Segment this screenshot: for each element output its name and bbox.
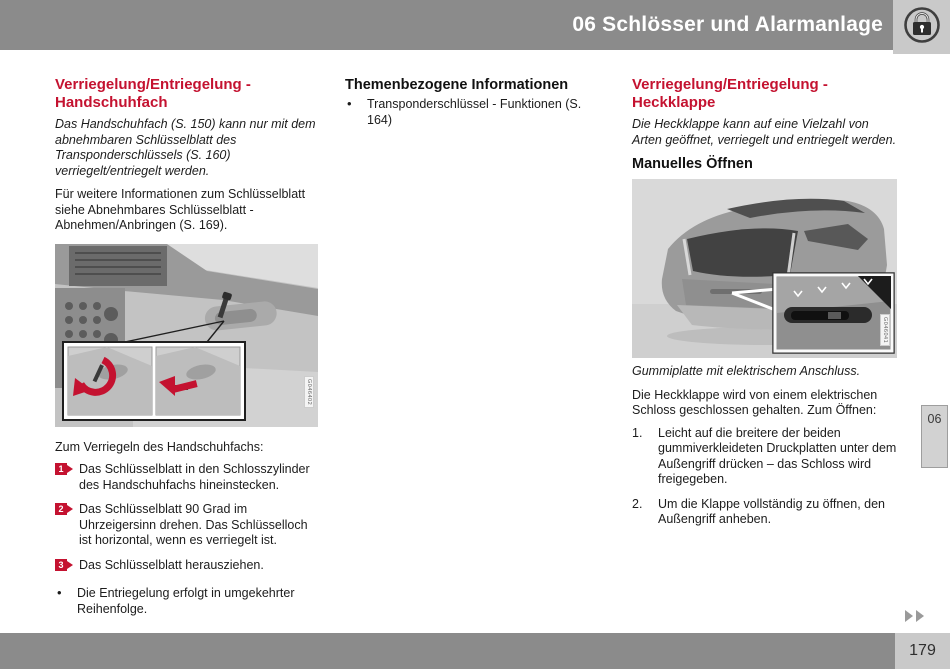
related-info-heading: Themenbezogene Informationen — [345, 77, 569, 93]
glovebox-illustration — [55, 244, 318, 427]
glovebox-list-intro: Zum Verriegeln des Handschuhfachs: — [55, 439, 264, 454]
step-text: Das Schlüsselblatt 90 Grad im Uhrzeigersinn drehen. Das Schlüsselloch ist horizontal, wenn es verriegelt ist. — [79, 502, 308, 547]
next-page-arrows-icon — [903, 609, 929, 623]
tailgate-body-text: Die Heckklappe wird von einem elektrischen Schloss geschlossen gehalten. Zum Öffnen: — [632, 387, 878, 417]
bullet-dot: • — [347, 96, 352, 111]
list-item — [632, 426, 897, 488]
section-heading-tailgate: Verriegelung/Entriegelung - Heckklappe — [632, 76, 828, 111]
figure-caption: Gummiplatte mit elektrischem Anschluss. — [632, 364, 861, 378]
bullet-text: Die Entriegelung erfolgt in umgekehrter Reihenfolge. — [77, 586, 295, 616]
glovebox-reference-text: Für weitere Informationen zum Schlüsselblatt siehe Abnehmbares Schlüsselblatt - Abnehmen/Anbringen (S. 169). — [55, 187, 306, 232]
list-item — [632, 497, 897, 528]
step-text: Das Schlüsselblatt in den Schlosszylinder des Handschuhfachs hineinstecken. — [79, 462, 310, 492]
bullet-text: Transponderschlüssel - Funktionen (S. 164) — [367, 97, 582, 127]
glovebox-intro-text: Das Handschuhfach (S. 150) kann nur mit dem abnehmbaren Schlüsselblatt des Transponderschlüssels (S. 160) verriegelt/entriegelt werden. — [55, 117, 316, 178]
step-arrow-icon: 3 — [55, 559, 67, 571]
step-text: Um die Klappe vollständig zu öffnen, den Außengriff anheben. — [658, 496, 886, 526]
chapter-title: 06 Schlösser und Alarmanlage — [572, 13, 883, 36]
step-arrow-icon: 1 — [55, 463, 67, 475]
chapter-icon-box — [893, 0, 950, 54]
footer-bar — [0, 633, 895, 669]
chapter-header-bar — [0, 0, 893, 50]
list-item — [55, 462, 318, 493]
figure-id-label: G046402 — [304, 376, 314, 408]
step-number: 1. — [632, 425, 643, 440]
list-item — [55, 558, 318, 574]
bullet-dot: • — [57, 585, 62, 600]
tailgate-intro-text: Die Heckklappe kann auf eine Vielzahl von Arten geöffnet, verriegelt und entriegelt werden. — [632, 117, 897, 147]
tailgate-illustration — [632, 179, 897, 358]
manual-open-heading: Manuelles Öffnen — [632, 156, 753, 172]
column-glovebox — [55, 76, 318, 625]
page-number: 179 — [895, 633, 950, 669]
step-arrow-icon: 2 — [55, 503, 67, 515]
step-number: 2. — [632, 496, 643, 511]
figure-glovebox-lock — [55, 244, 318, 427]
chapter-tab: 06 — [921, 405, 948, 468]
list-item — [55, 502, 318, 549]
step-text: Das Schlüsselblatt herausziehen. — [79, 557, 264, 572]
column-tailgate — [632, 76, 897, 537]
figure-tailgate — [632, 179, 897, 358]
step-text: Leicht auf die breitere der beiden gummiverkleideten Druckplatten unter dem Außengriff drücken – das Schloss wird freigegeben. — [658, 425, 897, 486]
list-item — [55, 586, 318, 617]
padlock-icon — [903, 6, 941, 49]
section-heading-glovebox: Verriegelung/Entriegelung - Handschuhfach — [55, 76, 251, 111]
list-item — [345, 97, 603, 128]
column-related-info — [345, 76, 603, 136]
figure-id-label: G046041 — [880, 314, 890, 346]
